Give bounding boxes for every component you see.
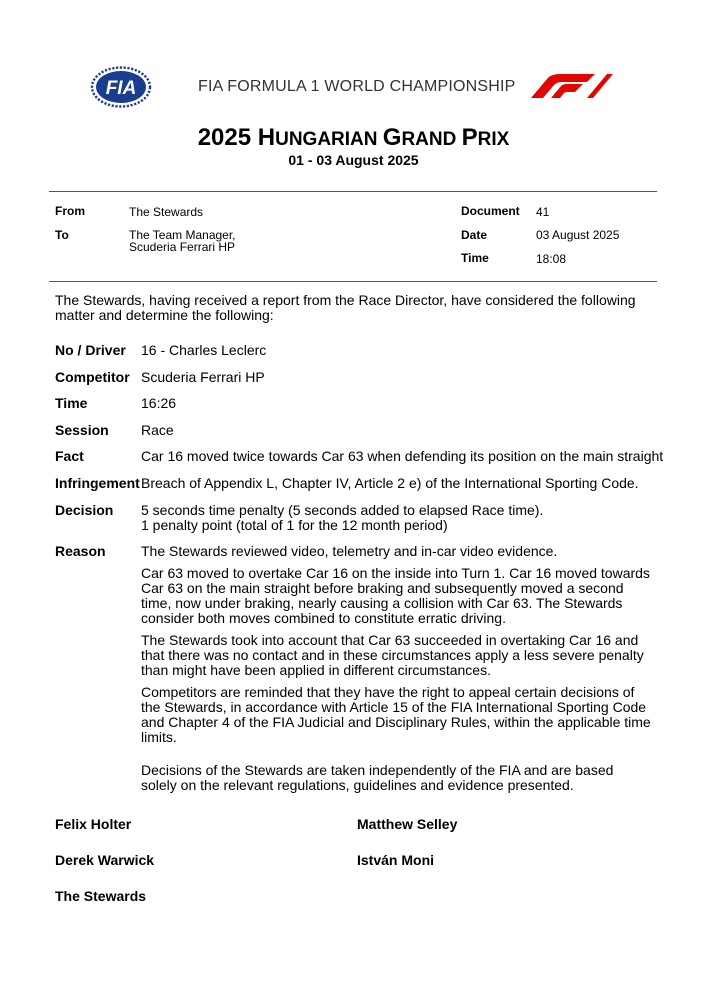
f1-logo	[529, 73, 615, 99]
reason-paragraph-4: Competitors are reminded that they have the right to appeal certain decisions of the Stewards, in accordance with Article 15 of the FIA International Sporting Code and Chapter 4 of the FIA Judicial and Disciplinary Rules, within the applicable time limits.	[141, 684, 651, 745]
championship-name: FIA FORMULA 1 WORLD CHAMPIONSHIP	[198, 78, 516, 95]
intro-text: The Stewards, having received a report from the Race Director, have considered the following matter and determine the following:	[55, 292, 636, 323]
competitor-value: Scuderia Ferrari HP	[141, 369, 265, 385]
stewards-footer: The Stewards	[55, 888, 147, 904]
incident-time-label: Time	[55, 395, 88, 411]
competitor-label: Competitor	[55, 369, 130, 385]
steward-matthew-selley: Matthew Selley	[357, 816, 458, 832]
to-label: To	[55, 228, 69, 242]
decision-line-1: 5 seconds time penalty (5 seconds added to elapsed Race time).	[141, 502, 544, 518]
fia-logo	[90, 66, 152, 108]
session-label: Session	[55, 422, 109, 438]
decision-value	[141, 503, 657, 533]
decision-line-2: 1 penalty point (total of 1 for the 12 month period)	[141, 517, 448, 533]
fact-value: Car 16 moved twice towards Car 63 when defending its position on the main straight	[141, 448, 664, 464]
event-dates: 01 - 03 August 2025	[288, 152, 419, 168]
driver-value: 16 - Charles Leclerc	[141, 342, 267, 358]
divider-bottom	[49, 281, 657, 282]
reason-paragraph-5: Decisions of the Stewards are taken independently of the FIA and are based solely on the relevant regulations, guidelines and evidence presented.	[141, 762, 614, 793]
session-value: Race	[141, 422, 174, 438]
date-value: 03 August 2025	[536, 228, 620, 242]
time-value: 18:08	[536, 252, 567, 266]
reason-paragraph-2: Car 63 moved to overtake Car 16 on the inside into Turn 1. Car 16 moved towards Car 63 on the main straight before braking and subsequently moved a second time, now under braking, nearly causing a collision with Car 63. The Stewards consider both moves combined to constitute erratic driving.	[141, 565, 650, 626]
incident-time-value: 16:26	[141, 395, 177, 411]
driver-label: No / Driver	[55, 342, 126, 358]
time-label: Time	[461, 251, 489, 265]
date-label: Date	[461, 228, 488, 242]
to-value-line1: The Team Manager,	[129, 228, 236, 242]
reason-value	[141, 544, 653, 800]
page-title: 2025 HUNGARIAN GRAND PRIX	[197, 124, 510, 151]
fia-logo-text: FIA	[105, 78, 137, 99]
steward-istvan-moni: István Moni	[357, 852, 435, 868]
infringement-label: Infringement	[55, 475, 140, 491]
document-label: Document	[461, 204, 520, 218]
steward-felix-holter: Felix Holter	[55, 816, 132, 832]
to-value-line2: Scuderia Ferrari HP	[129, 240, 236, 254]
decision-label: Decision	[55, 502, 114, 518]
from-value: The Stewards	[129, 205, 204, 219]
reason-label: Reason	[55, 543, 106, 559]
reason-paragraph-1: The Stewards reviewed video, telemetry and in-car video evidence.	[141, 543, 558, 559]
from-label: From	[55, 204, 85, 218]
document-value: 41	[536, 205, 550, 219]
infringement-value: Breach of Appendix L, Chapter IV, Article 2 e) of the International Sporting Code.	[141, 475, 639, 491]
divider-top	[49, 191, 657, 192]
reason-paragraph-3: The Stewards took into account that Car 63 succeeded in overtaking Car 16 and that there was no contact and in these circumstances apply a less severe penalty than might have been applied in different circumstances.	[141, 632, 644, 678]
steward-derek-warwick: Derek Warwick	[55, 852, 155, 868]
fact-label: Fact	[55, 448, 84, 464]
